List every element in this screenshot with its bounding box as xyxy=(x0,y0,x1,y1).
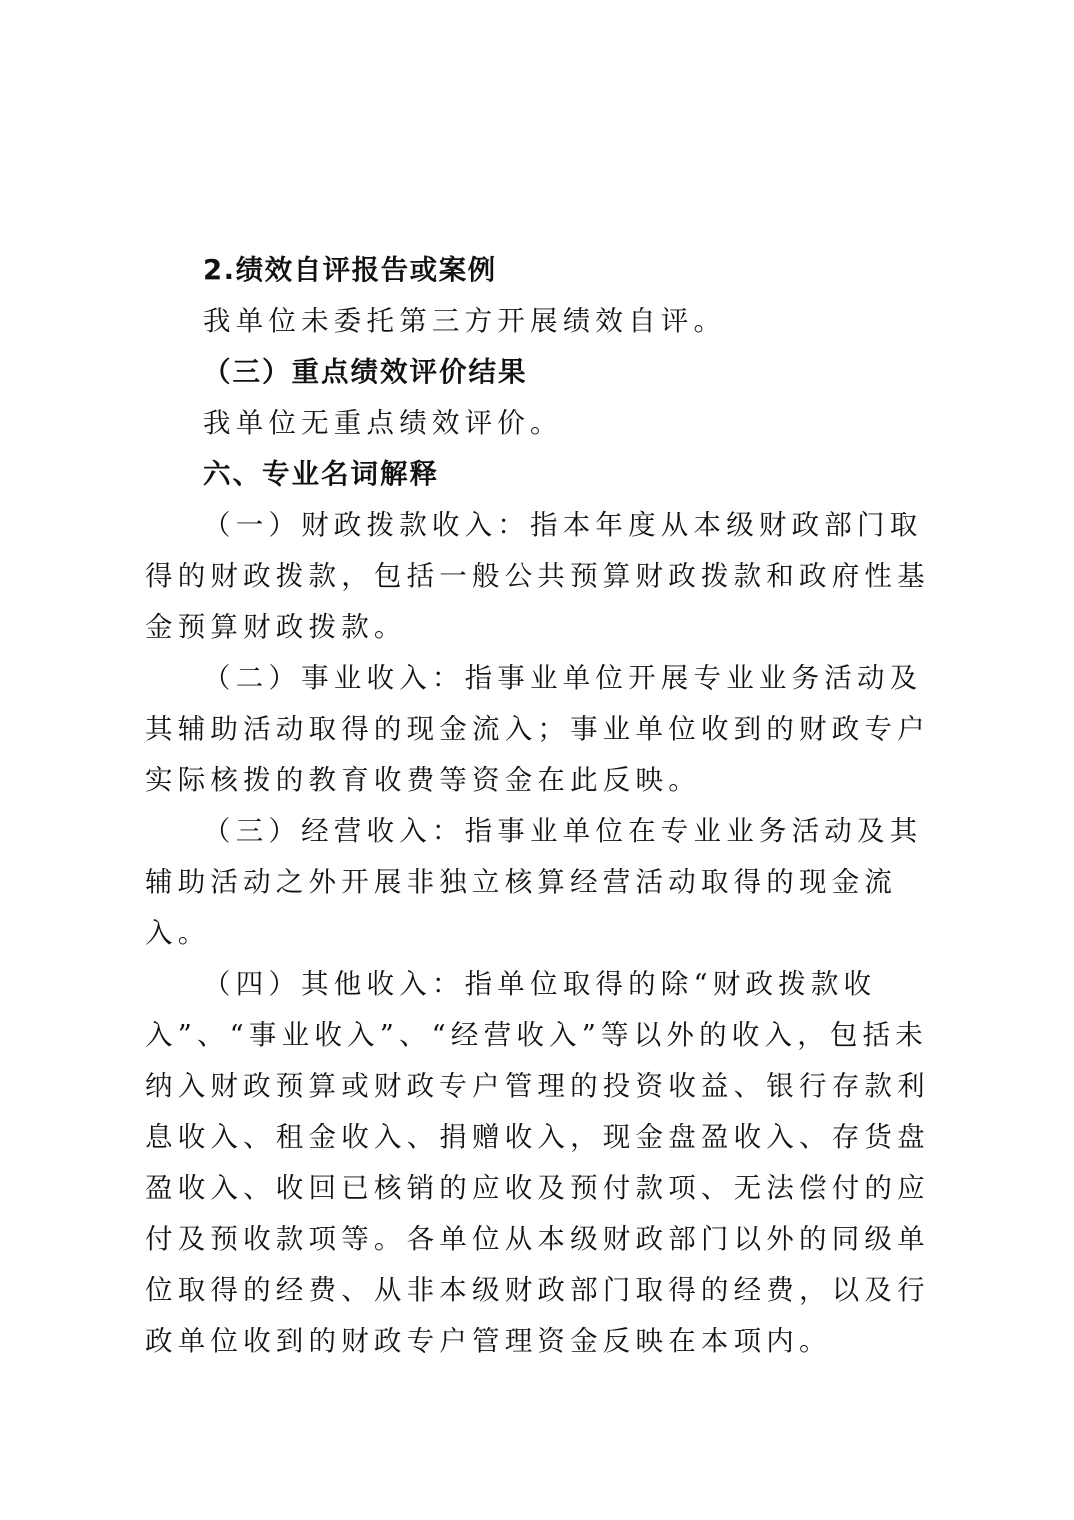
paragraph-term-operating-income: （三）经营收入：指事业单位在专业业务活动及其辅助活动之外开展非独立核算经营活动取得的现金流入。 xyxy=(145,815,923,949)
document-body xyxy=(145,245,935,1367)
paragraph-no-key-evaluation: 我单位无重点绩效评价。 xyxy=(203,407,563,439)
paragraph-term-other-income: （四）其他收入：指单位取得的除“财政拨款收入”、“事业收入”、“经营收入”等以外的收入，包括未纳入财政预算或财政专户管理的投资收益、银行存款利息收入、租金收入、捐赠收入，现金盘盈收入、存货盘盈收入、收回已核销的应收及预付款项、无法偿付的应付及预收款项等。各单位从本级财政部门以外的同级单位取得的经费、从非本级财政部门取得的经费，以及行政单位收到的财政专户管理资金反映在本项内。 xyxy=(145,968,930,1357)
section-heading-terminology: 六、专业名词解释 xyxy=(203,458,439,490)
subsection-heading-key-evaluation-results: （三）重点绩效评价结果 xyxy=(203,356,528,388)
paragraph-term-fiscal-appropriation-income: （一）财政拨款收入：指本年度从本级财政部门取得的财政拨款，包括一般公共预算财政拨款和政府性基金预算财政拨款。 xyxy=(145,509,930,643)
paragraph-term-business-income: （二）事业收入：指事业单位开展专业业务活动及其辅助活动取得的现金流入；事业单位收到的财政专户实际核拨的教育收费等资金在此反映。 xyxy=(145,662,930,796)
subsection-heading-self-evaluation-report: 2.绩效自评报告或案例 xyxy=(203,254,497,286)
paragraph-no-third-party-evaluation: 我单位未委托第三方开展绩效自评。 xyxy=(203,305,727,337)
